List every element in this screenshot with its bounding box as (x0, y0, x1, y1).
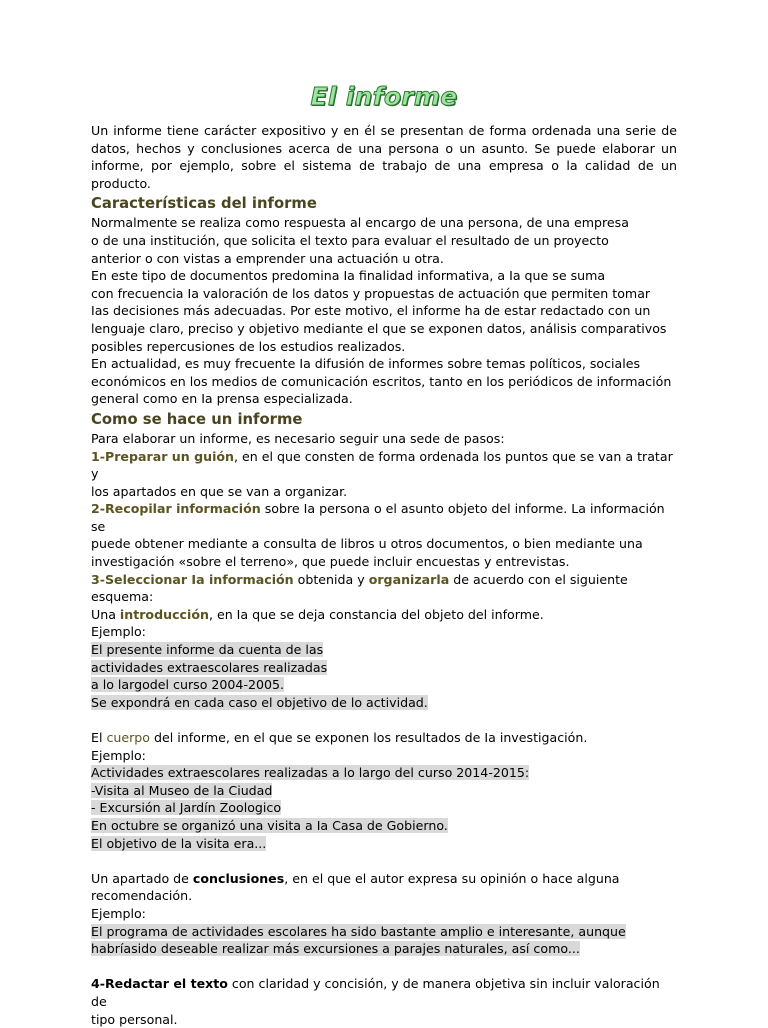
introduccion-line: Una introducción, en Ia que se deja constancia del objeto del informe. (91, 606, 677, 624)
title-text: El informe (310, 82, 457, 111)
step-3: 3-Seleccionar Ia información obtenida y organizarla de acuerdo con el siguiente esquema: (91, 571, 677, 606)
text-line: Ias decisiones más adecuadas. Por este motivo, el informe ha de estar redactado con un (91, 302, 677, 320)
highlighted-line: actividades extraescolares realizadas (91, 660, 327, 675)
highlighted-line: Se expondrá en cada caso el objetivo de lo actividad. (91, 695, 428, 710)
document-title (91, 88, 677, 118)
highlighted-line: Actividades extraescolares realizadas a lo largo del curso 2014-2015: (91, 765, 529, 780)
highlighted-line: habríasido deseable realizar más excursiones a parajes naturales, así como... (91, 941, 580, 956)
document-page (91, 88, 677, 1028)
ejemplo-label: Ejemplo: (91, 623, 677, 641)
cuerpo-line: El cuerpo del informe, en el que se exponen los resultados de Ia investigación. (91, 729, 677, 747)
highlighted-line: a lo largodel curso 2004-2005. (91, 677, 284, 692)
text-line: los apartados en que se van a organizar. (91, 483, 677, 501)
text-line: anterior o con vistas a emprender una actuación u otra. (91, 250, 677, 268)
step-2-label: 2-Recopilar información (91, 501, 261, 516)
highlighted-line: El presente informe da cuenta de las (91, 642, 323, 657)
example-block-2 (91, 764, 677, 852)
text-line: En actualidad, es muy frecuente Ia difusión de informes sobre temas políticos, sociales (91, 355, 677, 373)
step-4-label: 4-Redactar el texto (91, 976, 228, 991)
spacer (91, 852, 677, 870)
highlighted-line: En octubre se organizó una visita a Ia Casa de Gobierno. (91, 818, 448, 833)
highlighted-line: -Visita al Museo de la Ciudad (91, 783, 272, 798)
introduccion-word: introducción (120, 607, 209, 622)
caracteristicas-body (91, 214, 677, 408)
step-2: 2-Recopilar información sobre Ia persona o el asunto objeto del informe. La información se (91, 500, 677, 535)
step-4: 4-Redactar el texto con claridad y concisión, y de manera objetiva sin incluir valoración de (91, 975, 677, 1010)
spacer (91, 958, 677, 976)
intro-paragraph: Un informe tiene carácter expositivo y en él se presentan de forma ordenada una serie de datos, hechos y conclusiones acerca de una persona o un asunto. Se puede elaborar un informe, por ejemplo, sobre el sistema de trabajo de una empresa o la calidad de un producto. (91, 122, 677, 192)
cuerpo-word: cuerpo (106, 730, 150, 745)
step-3-label: 3-Seleccionar Ia información (91, 572, 294, 587)
text-line: En este tipo de documentos predomina Ia finalidad informativa, a Ia que se suma (91, 267, 677, 285)
heading-como-se-hace: Como se hace un informe (91, 410, 677, 429)
spacer (91, 711, 677, 729)
highlighted-line: - Excursión al Jardín Zoologico (91, 800, 281, 815)
ejemplo-label: Ejemplo: (91, 747, 677, 765)
text-line: general como en Ia prensa especializada. (91, 390, 677, 408)
text-line: o de una institución, que solicita el texto para evaluar el resultado de un proyecto (91, 232, 677, 250)
highlighted-line: El programa de actividades escolares ha sido bastante amplio e interesante, aunque (91, 924, 626, 939)
como-intro: Para elaborar un informe, es necesario seguir una sede de pasos: (91, 430, 677, 448)
text-line: puede obtener mediante a consulta de libros u otros documentos, o bien mediante una (91, 535, 677, 553)
text-line: económicos en los medios de comunicación escritos, tanto en los periódicos de información (91, 373, 677, 391)
step-1: 1-Preparar un guión, en el que consten de forma ordenada los puntos que se van a tratar y (91, 448, 677, 483)
step-3-label2: organizarla (369, 572, 450, 587)
example-block-3 (91, 923, 677, 958)
text-line: con frecuencia Ia valoración de los datos y propuestas de actuación que permiten tomar (91, 285, 677, 303)
text-line: recomendación. (91, 887, 677, 905)
highlighted-line: El objetivo de la visita era... (91, 836, 266, 851)
step-1-label: 1-Preparar un guión (91, 449, 234, 464)
example-block-1 (91, 641, 677, 711)
ejemplo-label: Ejemplo: (91, 905, 677, 923)
text-line: tipo personal. (91, 1011, 677, 1028)
text-line: investigación «sobre el terreno», que puede incluir encuestas y entrevistas. (91, 553, 677, 571)
conclusiones-word: conclusiones (193, 871, 284, 886)
conclusiones-line: Un apartado de conclusiones, en el que el autor expresa su opinión o hace alguna (91, 870, 677, 888)
heading-caracteristicas: Características del informe (91, 194, 677, 213)
text-line: posibles repercusiones de los estudios realizados. (91, 338, 677, 356)
text-line: lenguaje claro, preciso y objetivo mediante el que se exponen datos, análisis comparativos (91, 320, 677, 338)
text-line: Normalmente se realiza como respuesta al encargo de una persona, de una empresa (91, 214, 677, 232)
